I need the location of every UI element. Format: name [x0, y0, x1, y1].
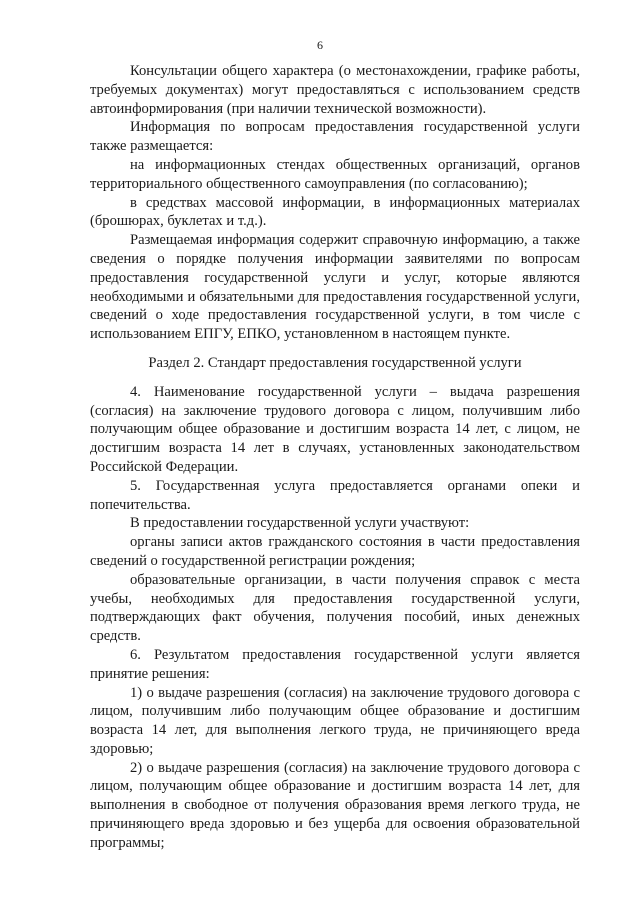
- paragraph-result-item-1: 1) о выдаче разрешения (согласия) на заключение трудового договора с лицом, получившим либо получающим общее образование и достигшим возраста 14 лет, для выполнения легкого труда, не причиняющего вреда здоровью;: [90, 684, 580, 757]
- paragraph-info-stands: на информационных стендах общественных организаций, органов территориального общественного самоуправления (по согласованию);: [90, 156, 580, 192]
- paragraph-info-placement: Информация по вопросам предоставления государственной услуги также размещается:: [90, 119, 580, 155]
- paragraph-participants: В предоставлении государственной услуги участвуют:: [130, 515, 470, 532]
- paragraph-result-item-2: 2) о выдаче разрешения (согласия) на заключение трудового договора с лицом, получающим общее образование и достигшим возраста 14 лет, для выполнения в свободное от получения образования время легкого труда, не причиняющего вреда здоровью и без ущерба для освоения образовательной программы;: [90, 759, 580, 851]
- document-body: [90, 62, 580, 853]
- paragraph-educational-orgs: образовательные организации, в части получения справок с места учебы, необходимых для предоставления государственной услуги, подтверждающих факт обучения, получения пособий, иных денежных средств.: [90, 571, 580, 645]
- paragraph-consultations: Консультации общего характера (о местонахождении, графике работы, требуемых документах) могут предоставляться с использованием средств автоинформирования (при наличии технической возможности).: [90, 63, 580, 117]
- paragraph-mass-media: в средствах массовой информации, в информационных материалах (брошюрах, буклетах и т.д.).: [90, 194, 580, 230]
- paragraph-civil-registry: органы записи актов гражданского состояния в части предоставления сведений о государственной регистрации рождения;: [90, 534, 580, 569]
- page-number: 6: [317, 38, 323, 52]
- section-heading: Раздел 2. Стандарт предоставления государственной услуги: [148, 354, 522, 371]
- paragraph-placed-info: Размещаемая информация содержит справочную информацию, а также сведения о порядке получения информации заявителями по вопросам предоставления государственной услуги и услуг, которые являются необходимыми и обязательными для предоставления государственной услуги, сведений о ходе предоставления государственной услуги, в том числе с использованием ЕПГУ, ЕПКО, установленном в настоящем пункте.: [90, 232, 580, 343]
- paragraph-service-provider: 5. Государственная услуга предоставляется органами опеки и попечительства.: [90, 477, 580, 513]
- paragraph-service-name: 4. Наименование государственной услуги – выдача разрешения (согласия) на заключение трудового договора с лицом, получившим либо получающим общее образование и достигшим возраста 14 лет, с лицом, не достигшим возраста 14 лет в случаях, установленных законодательством Российской Федерации.: [90, 383, 580, 475]
- paragraph-service-result: 6. Результатом предоставления государственной услуги является принятие решения:: [90, 646, 580, 682]
